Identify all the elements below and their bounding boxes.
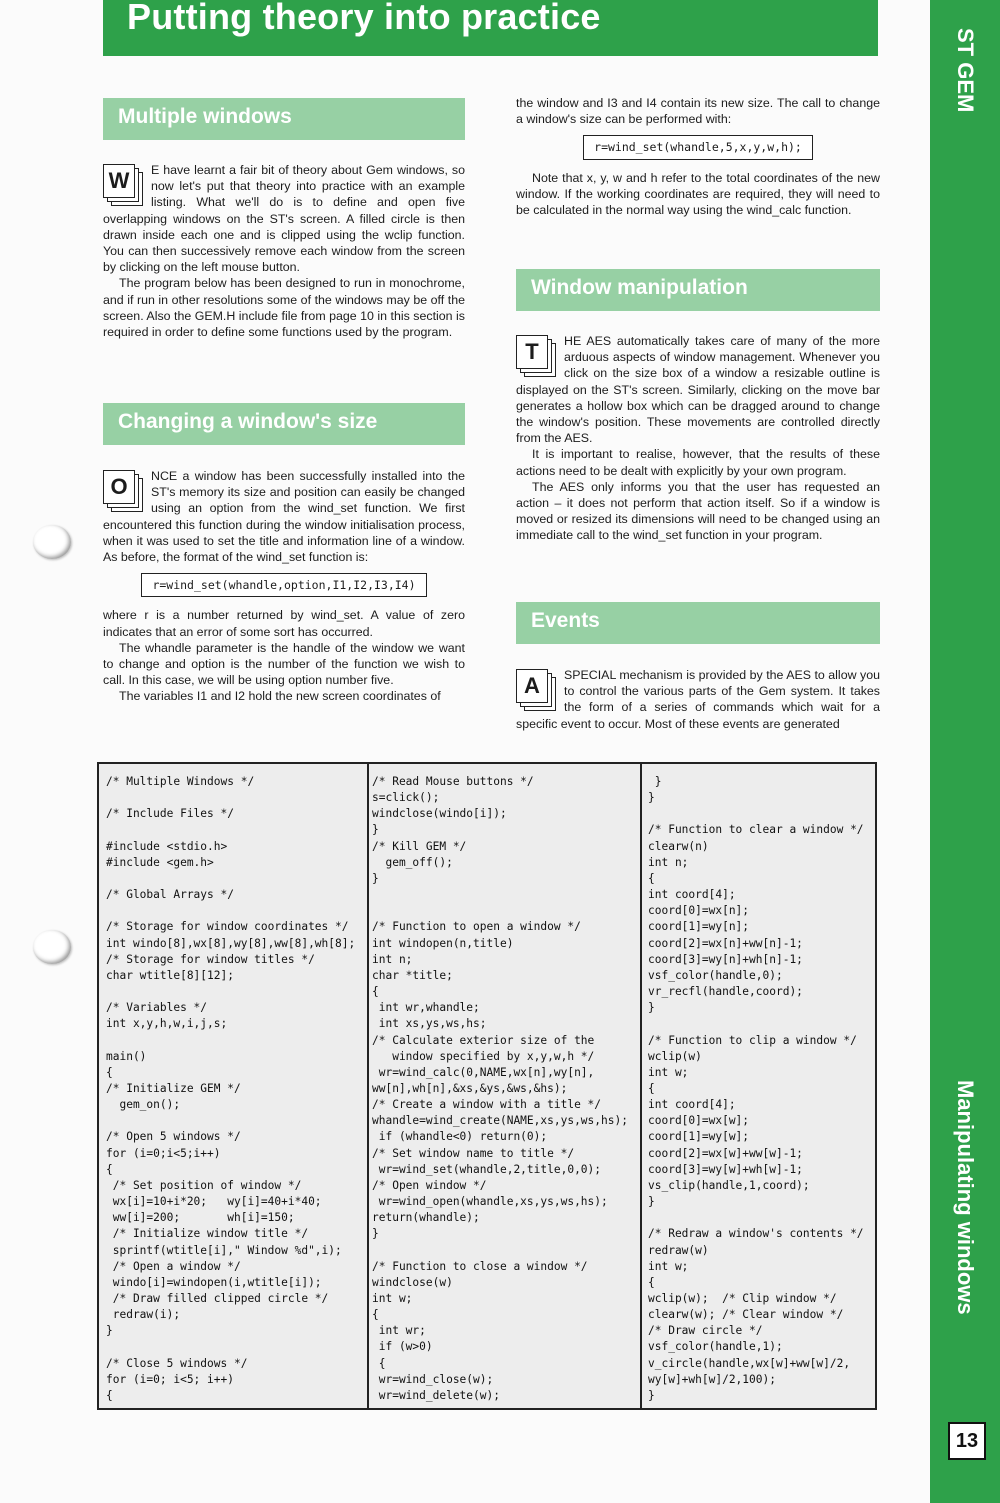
- paragraph: The whandle parameter is the handle of the window we want to change and option is the number of the function we wish to call. In this case, we will be using option number five.: [103, 640, 465, 688]
- paragraph: SPECIAL mechanism is provided by the AES to allow you to control the various parts of the Gem system. It takes the form of a series of commands which wait for a specific event to occur. Most of these events are generated: [516, 668, 880, 731]
- listing-column-1: /* Multiple Windows */ /* Include Files */ #include <stdio.h> #include <gem.h> /* Global Arrays */ /* Storage for window coordinates */ int windo[8],wx[8],wy[8],ww[8],wh[8]; /* Storage for window titles */ char wtitle[8][12]; /* Variables */ int x,y,h,w,i,j,s; main() { /* Initialize GEM */ gem_on(); /* Open 5 windows */ for (i=0;i<5;i++) { /* Set position of window */ wx[i]=10+i*20; wy[i]=40+i*40; ww[i]=200; wh[i]=150; /* Initialize window title */ sprintf(wtitle[i]," Window %d",i); /* Open a window */ windo[i]=windopen(i,wtitle[i]); /* Draw filled clipped circle */ redraw(i); } /* Close 5 windows */ for (i=0; i<5; i++) {: [106, 775, 356, 1402]
- dropcap: [516, 335, 558, 379]
- paragraph: NCE a window has been successfully installed into the ST's memory its size and position can easily be changed using an option from the wind_set function. We first encountered this function during the window initialisation process, when it was used to set the title and information line of a window. As before, the format of the wind_set function is:: [103, 469, 465, 565]
- dropcap-letter: A: [516, 669, 548, 703]
- page-number: 13: [948, 1422, 986, 1460]
- heading-window-manipulation: [516, 269, 880, 311]
- dropcap-letter: T: [516, 335, 548, 369]
- listing-column-2: /* Read Mouse buttons */ s=click(); windclose(windo[i]); } /* Kill GEM */ gem_off(); } /* Function to open a window */ int windopen(n,title) int n; char *title; { int wr,whandle; int xs,ys,ws,hs; /* Calculate exterior size of the window specified by x,y,w,h */ wr=wind_calc(0,NAME,wx[n],wy[n], ww[n],wh[n],&xs,&ys,&ws,&hs); /* Create a window with a title */ whandle=wind_create(NAME,xs,ys,ws,hs); if (whandle<0) return(0); /* Set window name to title */ wr=wind_set(whandle,2,title,0,0); /* Open window */ wr=wind_open(whandle,xs,ys,ws,hs); return(whandle); } /* Function to close a window */ windclose(w) int w; { int wr; if (w>0) { wr=wind_close(w); wr=wind_delete(w);: [372, 775, 628, 1402]
- code-snippet: r=wind_set(whandle,5,x,y,w,h);: [583, 135, 813, 159]
- heading-text: Window manipulation: [531, 276, 748, 299]
- paragraph: Note that x, y, w and h refer to the total coordinates of the new window. If the working coordinates are required, they will need to be calculated in the normal way using the wind_calc function.: [516, 170, 880, 218]
- section-events: [516, 667, 880, 732]
- heading-text: Events: [531, 609, 600, 632]
- code-listing: [97, 762, 877, 1410]
- column-divider: [367, 764, 369, 1408]
- heading-text: Changing a window's size: [118, 410, 378, 433]
- dropcap-letter: W: [103, 164, 135, 198]
- heading-text: Multiple windows: [118, 105, 292, 128]
- paragraph: where r is a number returned by wind_set. A value of zero indicates that an error of some sort has occurred.: [103, 608, 465, 639]
- paragraph: The AES only informs you that the user has requested an action – it does not perform that action itself. So if a window is moved or resized its dimensions will need to be changed using an immediate call to the wind_set function in your program.: [516, 479, 880, 543]
- heading-events: [516, 602, 880, 644]
- code-snippet: r=wind_set(whandle,option,I1,I2,I3,I4): [141, 573, 426, 597]
- dropcap-letter: O: [103, 470, 135, 504]
- listing-column-3: } } /* Function to clear a window */ clearw(n) int n; { int coord[4]; coord[0]=wx[n]; coord[1]=wy[n]; coord[2]=wx[n]+ww[n]-1; coord[3]=wy[n]+wh[n]-1; vsf_color(handle,0); vr_recfl(handle,coord); } /* Function to clip a window */ wclip(w) int w; { int coord[4]; coord[0]=wx[w]; coord[1]=wy[w]; coord[2]=wx[w]+ww[w]-1; coord[3]=wy[w]+wh[w]-1; vs_clip(handle,1,coord); } /* Redraw a window's contents */ redraw(w) int w; { wclip(w); /* Clip window */ clearw(w); /* Clear window */ /* Draw circle */ vsf_color(handle,1); v_circle(handle,wx[w]+ww[w]/2, wy[w]+wh[w]/2,100); }: [648, 775, 864, 1402]
- section-changing-size: [103, 468, 465, 705]
- section-window-manipulation: [516, 333, 880, 544]
- heading-changing-size: [103, 403, 465, 445]
- dropcap: [103, 164, 145, 208]
- binder-hole: [33, 930, 71, 964]
- paragraph: The variables I1 and I2 hold the new screen coordinates of: [119, 689, 441, 704]
- page-title: Putting theory into practice: [127, 0, 601, 37]
- section-right-top: [516, 95, 880, 218]
- section-multiple-windows: [103, 162, 465, 340]
- paragraph: HE AES automatically takes care of many of the more arduous aspects of window management. Whenever you click on the size box of a window a resizable outline is displayed on the ST's screen. Similarly, clicking on the move bar generates a hollow box which can be dragged around to change the window's position. These movements are controlled directly from the AES.: [516, 334, 880, 446]
- dropcap: [103, 470, 145, 514]
- paragraph: It is important to realise, however, that the results of these actions need to be dealt with explicitly by your own program.: [516, 447, 880, 478]
- dropcap: [516, 669, 558, 713]
- column-divider: [640, 764, 642, 1408]
- paragraph: E have learnt a fair bit of theory about Gem windows, so now let's put that theory into practice with an example listing. What we'll do is to define and open five overlapping windows on the ST's screen. A filled circle is then drawn inside each one and is clipped using the wclip function. You can then successively remove each window from the screen by clicking on the left mouse button.: [103, 163, 465, 275]
- title-banner: [103, 0, 878, 56]
- heading-multiple-windows: [103, 98, 465, 140]
- paragraph: The program below has been designed to run in monochrome, and if run in other resolutions some of the windows may be off the screen. Also the GEM.H include file from page 10 in this section is required in order to define some functions used by the program.: [103, 276, 465, 340]
- binder-hole: [33, 525, 71, 559]
- side-label-bottom: Manipulating windows: [953, 1080, 978, 1315]
- paragraph: the window and I3 and I4 contain its new size. The call to change a window's size can be performed with:: [516, 96, 880, 127]
- side-label-top: ST GEM: [953, 28, 978, 113]
